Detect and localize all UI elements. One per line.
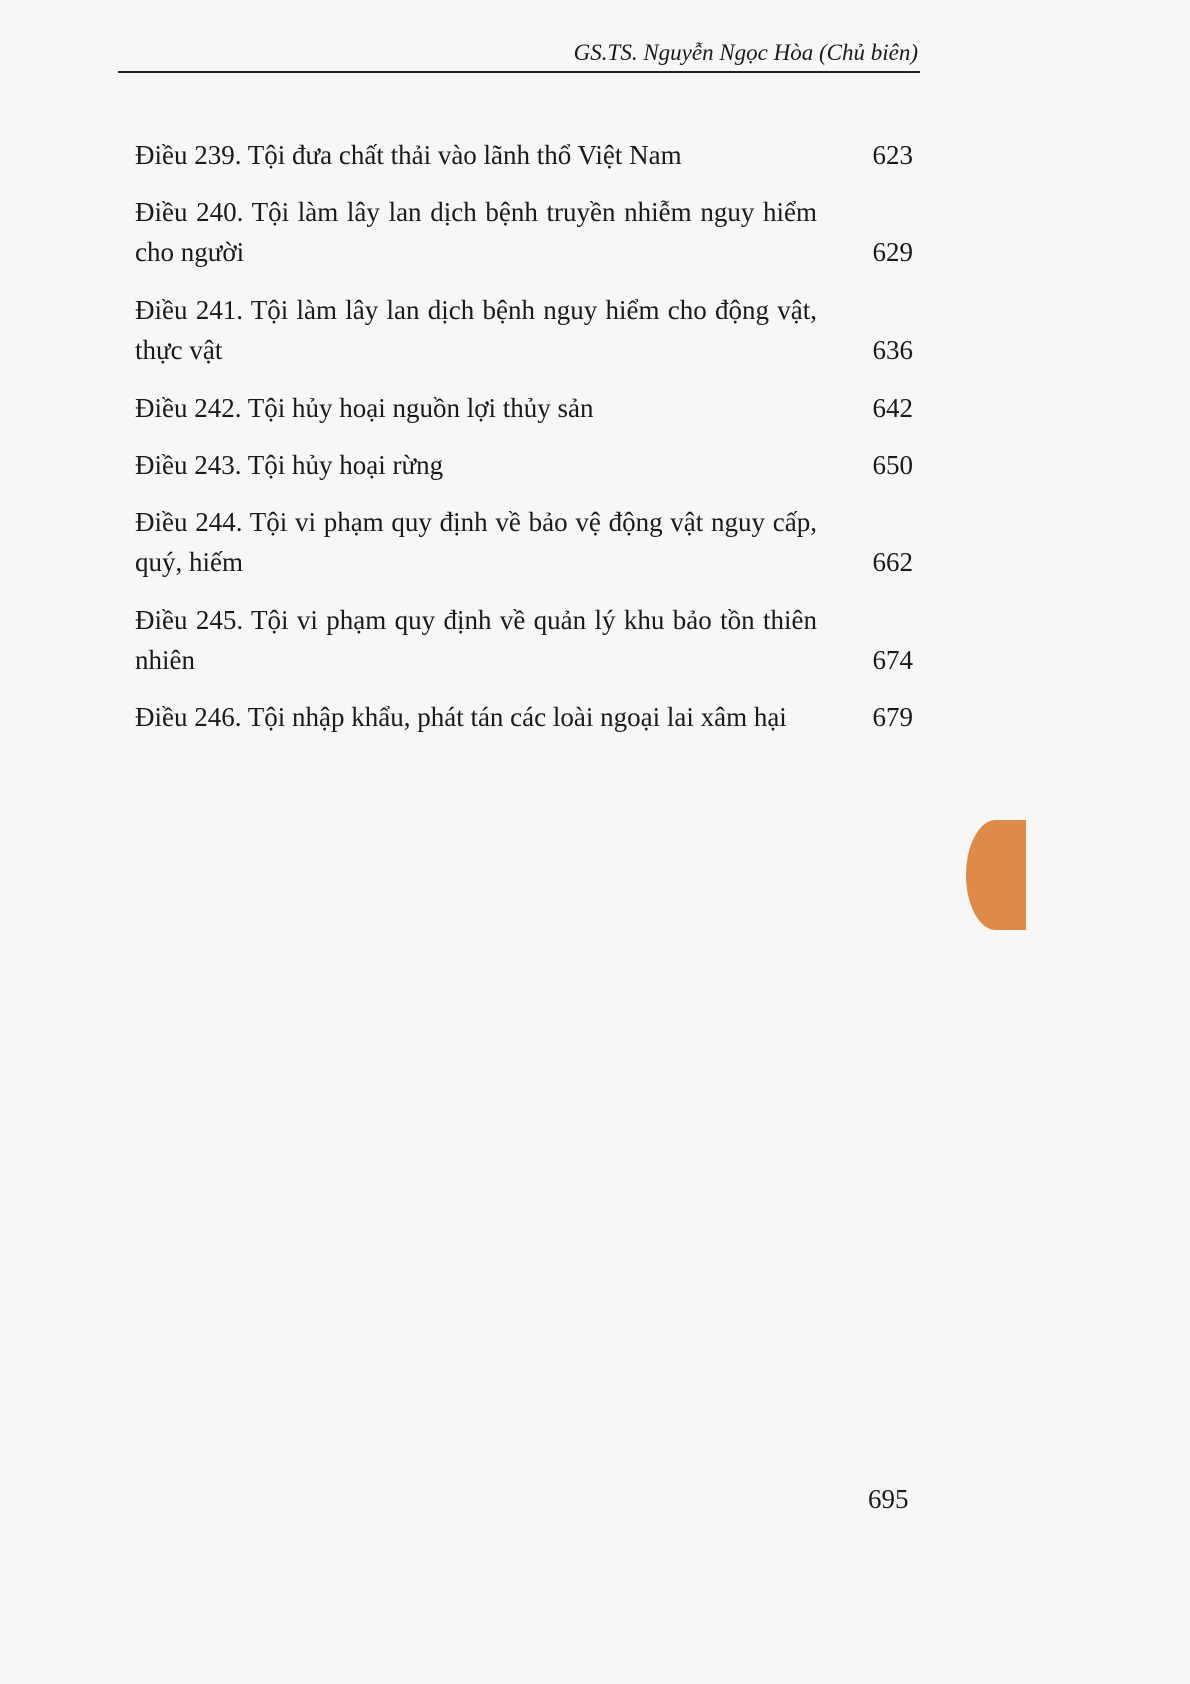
header-rule (118, 71, 920, 73)
toc-entry-page: 642 (872, 393, 913, 423)
toc-entry-title: Điều 245. Tội vi phạm quy định về quản lý khu bảo tồn thiên nhiên (135, 605, 817, 675)
toc-entry (135, 388, 913, 428)
toc-entry-title: Điều 243. Tội hủy hoại rừng (135, 450, 444, 480)
toc-entry-page: 650 (872, 450, 913, 480)
orange-scan-artifact (966, 820, 1026, 930)
toc-entry (135, 135, 913, 175)
toc-entry-page: 674 (872, 645, 913, 675)
toc-entry (135, 697, 913, 737)
toc-entry-page: 623 (872, 140, 913, 170)
toc-entry (135, 290, 913, 370)
toc-entry (135, 445, 913, 485)
toc-entry (135, 502, 913, 582)
page-number: 695 (868, 1484, 909, 1514)
toc-entry (135, 600, 913, 680)
toc-entry (135, 192, 913, 272)
toc-entry-page: 662 (872, 547, 913, 577)
toc-entry-title: Điều 242. Tội hủy hoại nguồn lợi thủy sản (135, 393, 594, 423)
toc-entry-title: Điều 244. Tội vi phạm quy định về bảo vệ động vật nguy cấp, quý, hiếm (135, 507, 817, 577)
toc-entry-page: 636 (872, 335, 913, 365)
toc-entry-title: Điều 239. Tội đưa chất thải vào lãnh thổ Việt Nam (135, 140, 682, 170)
running-header: GS.TS. Nguyễn Ngọc Hòa (Chủ biên) (573, 40, 918, 65)
toc-entry-page: 679 (872, 702, 913, 732)
toc-entry-title: Điều 246. Tội nhập khẩu, phát tán các loài ngoại lai xâm hại (135, 702, 787, 732)
toc-entry-page: 629 (872, 237, 913, 267)
toc-entry-title: Điều 241. Tội làm lây lan dịch bệnh nguy hiểm cho động vật, thực vật (135, 295, 817, 365)
toc-entry-title: Điều 240. Tội làm lây lan dịch bệnh truyền nhiễm nguy hiểm cho người (135, 197, 817, 267)
